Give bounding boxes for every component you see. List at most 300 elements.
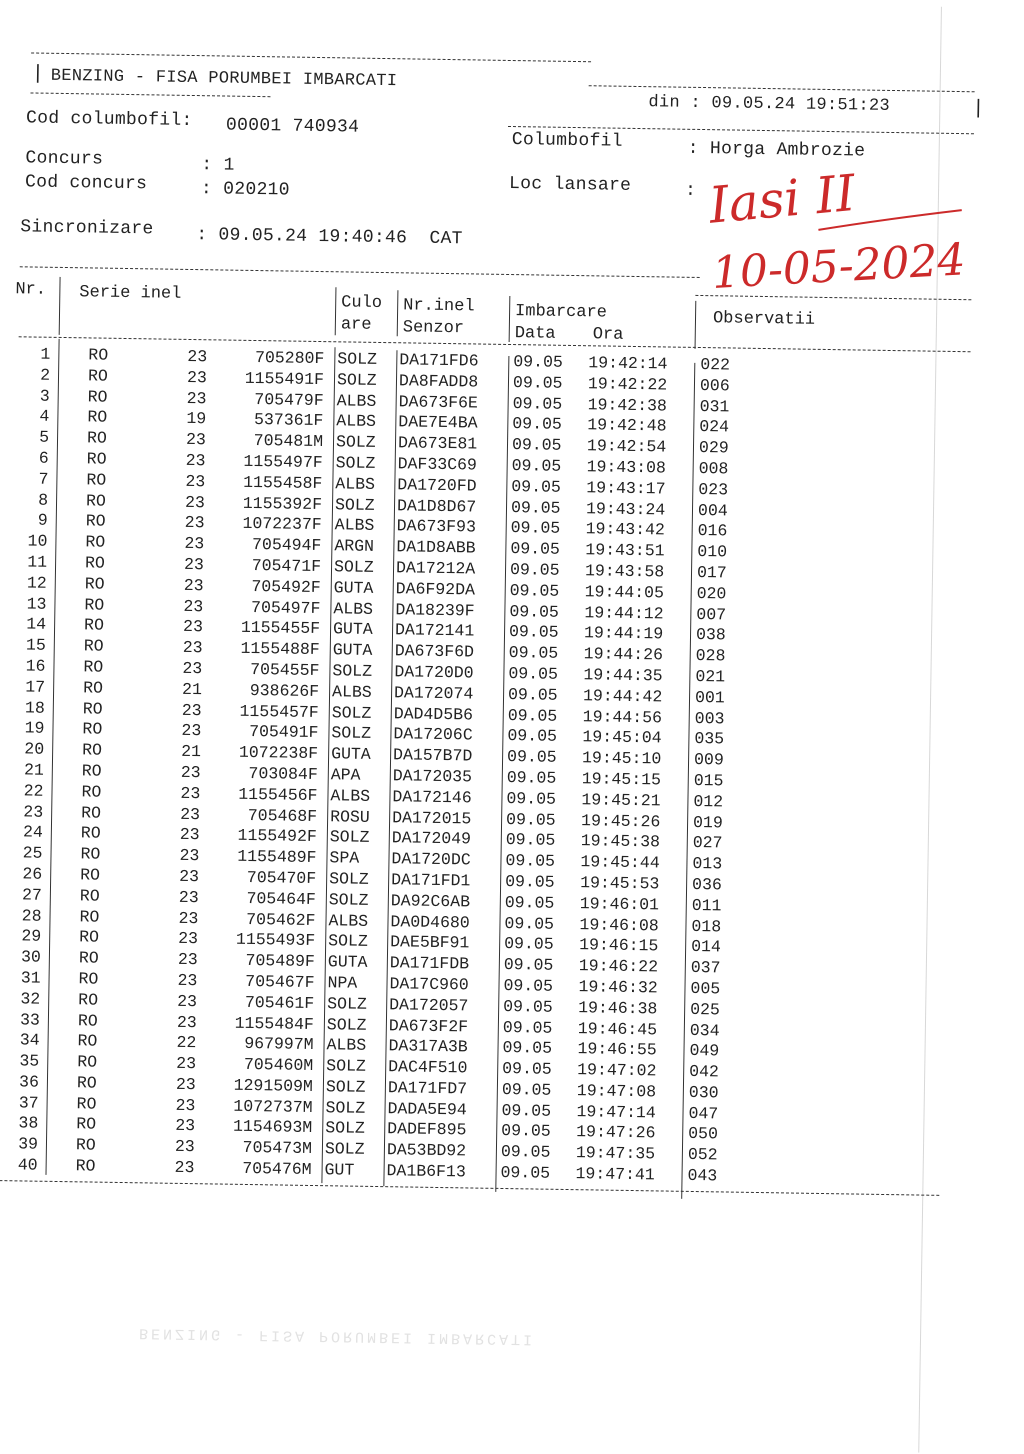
cell-ring: 705476M [242, 1158, 312, 1180]
cell-nr: 37 [18, 1093, 39, 1113]
cell-nr: 39 [18, 1134, 39, 1154]
cell-time: 19:45:04 [582, 727, 662, 748]
cell-date: 09.05 [509, 560, 560, 580]
cell-sensor: DA317A3B [388, 1036, 468, 1057]
cell-sensor: DAE5BF91 [390, 932, 470, 953]
cell-color: GUTA [332, 640, 373, 661]
cell-time: 19:46:32 [578, 977, 658, 998]
cell-country: RO [81, 802, 102, 823]
cell-date: 09.05 [508, 643, 559, 663]
cell-ring: 705494F [251, 535, 322, 556]
cell-obs: 005 [690, 978, 721, 999]
cell-date: 09.05 [512, 393, 563, 414]
cell-nr: 38 [18, 1113, 39, 1134]
cell-nr: 29 [21, 926, 42, 947]
cell-nr: 32 [20, 989, 41, 1009]
cell-time: 19:43:58 [584, 561, 665, 582]
cell-color: ALBS [335, 474, 376, 494]
cell-nr: 33 [19, 1009, 41, 1030]
cell-ring: 705455F [249, 659, 320, 681]
cell-country: RO [76, 1073, 97, 1093]
cell-nr: 7 [38, 469, 49, 489]
cell-ring: 705461F [244, 992, 315, 1013]
cell-ring: 1155484F [234, 1013, 315, 1034]
cell-obs: 016 [697, 521, 728, 541]
cell-nr: 14 [26, 614, 47, 635]
cell-time: 19:44:12 [584, 602, 664, 624]
cell-country: RO [82, 698, 103, 719]
cell-time: 19:42:54 [586, 436, 667, 457]
cell-obs: 035 [694, 729, 725, 749]
cell-time: 19:42:48 [587, 415, 667, 436]
col-header-imbarcare: Imbarcare [514, 302, 608, 323]
col-header-nr-inel-2: Senzor [402, 318, 465, 339]
cell-color: GUTA [330, 744, 371, 765]
cell-sensor: DA673F6E [398, 391, 479, 413]
col-sep-senzor [509, 296, 511, 342]
cell-sensor: DA172049 [391, 828, 472, 849]
cell-obs: 003 [694, 708, 725, 728]
cell-year: 23 [185, 450, 206, 471]
sincronizare-label: Sincronizare [20, 217, 154, 240]
header-top-rule-right [589, 85, 975, 92]
cell-color: SOLZ [336, 370, 377, 390]
cell-year: 23 [187, 346, 208, 367]
cell-country: RO [80, 823, 101, 843]
cell-color: SOLZ [334, 494, 375, 515]
handwritten-location: Iasi II [706, 163, 858, 235]
cell-country: RO [79, 886, 100, 906]
cell-color: SOLZ [326, 1014, 367, 1035]
cell-year: 23 [182, 658, 203, 679]
loc-lansare-label: Loc lansare [508, 173, 632, 196]
cell-time: 19:43:08 [586, 457, 667, 478]
cell-color: NPA [327, 973, 358, 993]
col-header-serie-inel: Serie inel [79, 283, 182, 304]
cell-time: 19:47:08 [576, 1081, 657, 1102]
cell-year: 23 [186, 367, 207, 388]
cell-country: RO [75, 1156, 96, 1176]
cell-time: 19:43:51 [585, 540, 665, 561]
cell-time: 19:46:08 [579, 914, 659, 935]
cell-year: 23 [182, 638, 203, 658]
cell-obs: 018 [691, 916, 722, 936]
cell-nr: 3 [39, 386, 50, 406]
cell-country: RO [87, 386, 108, 407]
cell-obs: 038 [695, 625, 726, 645]
cell-year: 23 [175, 1095, 196, 1115]
cell-obs: 034 [689, 1020, 720, 1040]
cell-nr: 24 [22, 822, 44, 843]
cell-date: 09.05 [505, 851, 556, 871]
sincronizare-value: : 09.05.24 19:40:46 CAT [196, 225, 463, 250]
cell-country: RO [84, 553, 106, 573]
cell-time: 19:43:17 [586, 478, 666, 499]
cell-date: 09.05 [508, 622, 559, 643]
cell-time: 19:46:15 [579, 935, 659, 956]
cell-sensor: DA172141 [394, 620, 475, 641]
cell-color: SOLZ [331, 723, 372, 744]
cell-nr: 15 [25, 635, 46, 655]
columbofil-value: : Horga Ambrozie [687, 138, 866, 162]
cell-year: 23 [179, 846, 200, 866]
cell-ring: 705491F [249, 722, 319, 743]
cell-color: SOLZ [328, 889, 369, 910]
cell-year: 23 [185, 430, 207, 450]
cell-color: ALBS [328, 910, 369, 931]
cell-obs: 006 [699, 375, 730, 396]
cell-color: SOLZ [337, 349, 378, 369]
cell-nr: 6 [38, 448, 49, 468]
cell-date: 09.05 [502, 1059, 552, 1079]
cell-color: ALBS [333, 598, 374, 619]
cell-obs: 020 [696, 583, 727, 604]
cell-time: 19:44:26 [583, 644, 664, 665]
cell-ring: 1155457F [239, 701, 319, 722]
cell-ring: 1155492F [237, 826, 317, 847]
cell-country: RO [75, 1135, 96, 1155]
cell-obs: 011 [691, 895, 722, 916]
col-header-culoare-2: are [340, 315, 372, 335]
cell-ring: 705481M [253, 431, 324, 452]
cell-date: 09.05 [511, 476, 562, 497]
cell-nr: 11 [27, 552, 48, 572]
cell-year: 23 [177, 949, 198, 970]
col-header-ora: Ora [592, 325, 624, 345]
cell-obs: 004 [697, 500, 728, 521]
cell-color: ALBS [336, 411, 377, 432]
cell-country: RO [77, 1052, 98, 1072]
cell-nr: 19 [24, 718, 45, 739]
col-header-nr: Nr. [15, 280, 47, 300]
cell-date: 09.05 [510, 497, 561, 518]
cell-country: RO [82, 719, 103, 739]
cell-obs: 023 [698, 479, 729, 500]
cell-nr: 23 [23, 801, 44, 822]
cell-obs: 019 [692, 812, 723, 832]
cell-nr: 27 [21, 885, 43, 905]
concurs-value: : 1 [201, 155, 235, 176]
cell-time: 19:43:24 [585, 498, 666, 520]
cell-sensor: DA17C960 [389, 974, 469, 995]
cell-year: 23 [178, 887, 199, 907]
cell-country: RO [76, 1114, 97, 1135]
cell-ring: 705467F [245, 971, 315, 992]
cell-year: 23 [179, 866, 200, 887]
cell-country: RO [83, 615, 105, 636]
cell-time: 19:47:35 [575, 1143, 656, 1164]
cell-obs: 031 [699, 396, 730, 417]
cell-year: 23 [184, 534, 205, 554]
cell-year: 23 [174, 1137, 195, 1157]
cell-sensor: DA673F2F [388, 1015, 469, 1036]
cell-nr: 22 [23, 781, 44, 801]
col-header-nr-inel-1: Nr.inel [403, 296, 475, 317]
cell-sensor: DA157B7D [392, 745, 473, 766]
cell-color: GUTA [332, 619, 373, 640]
cell-obs: 042 [689, 1062, 720, 1082]
cell-ring: 703084F [248, 763, 318, 784]
cell-obs: 012 [693, 791, 724, 812]
col-sep-imbarcare [695, 301, 697, 349]
cell-ring: 537361F [253, 410, 324, 431]
cell-year: 23 [183, 596, 204, 616]
cell-nr: 26 [22, 864, 43, 884]
table-header-top-rule [20, 266, 700, 278]
cell-sensor: DA172074 [393, 682, 474, 704]
cell-nr: 4 [39, 407, 50, 427]
cell-sensor: DA673F93 [396, 516, 477, 537]
cell-ring: 705473M [242, 1138, 313, 1159]
cell-ring: 1155488F [240, 638, 320, 660]
cell-ring: 1155497F [243, 451, 323, 473]
cell-date: 09.05 [512, 372, 563, 393]
cell-country: RO [76, 1093, 97, 1114]
cell-obs: 027 [692, 833, 723, 853]
cell-country: RO [86, 449, 107, 469]
cell-color: SOLZ [325, 1077, 366, 1097]
cell-sensor: DA172035 [392, 766, 473, 787]
cell-date: 09.05 [503, 955, 554, 975]
cell-sensor: DA1720D0 [394, 662, 474, 683]
cell-obs: 007 [696, 604, 727, 624]
cell-color: SOLZ [326, 1056, 366, 1076]
cell-ring: 705492F [251, 576, 321, 597]
cell-sensor: DA0D4680 [390, 911, 470, 932]
cell-country: RO [86, 470, 107, 490]
cell-date: 09.05 [510, 518, 561, 539]
cell-country: RO [80, 865, 101, 885]
cell-nr: 20 [24, 739, 45, 759]
cell-time: 19:45:38 [580, 831, 661, 852]
cell-date: 09.05 [506, 747, 557, 767]
cell-color: SOLZ [324, 1139, 365, 1160]
cell-time: 19:46:01 [579, 893, 660, 915]
cell-date: 09.05 [511, 456, 562, 476]
cod-concurs-label: Cod concurs [24, 172, 148, 195]
cell-sensor: DAD4D5B6 [393, 703, 474, 725]
cell-color: SOLZ [329, 869, 369, 889]
cell-sensor: DA1720DC [391, 849, 471, 870]
cell-time: 19:47:02 [577, 1060, 657, 1081]
cell-date: 09.05 [501, 1079, 552, 1100]
cell-sensor: DADA5E94 [387, 1098, 467, 1120]
cell-color: SPA [329, 848, 360, 868]
cell-color: APA [330, 765, 361, 785]
cell-date: 09.05 [509, 580, 560, 601]
cell-country: RO [86, 428, 108, 448]
cell-nr: 40 [17, 1155, 38, 1175]
cell-country: RO [78, 948, 99, 968]
cell-color: SOLZ [327, 993, 367, 1014]
cell-obs: 015 [693, 770, 724, 791]
cell-time: 19:45:44 [580, 852, 660, 873]
cell-country: RO [82, 740, 103, 760]
cell-date: 09.05 [508, 663, 559, 684]
cell-year: 23 [180, 804, 201, 824]
cell-sensor: DAE7E4BA [398, 412, 478, 433]
cell-nr: 34 [19, 1030, 40, 1051]
cell-date: 09.05 [503, 975, 554, 996]
cell-nr: 28 [21, 905, 42, 926]
cell-year: 23 [175, 1074, 196, 1095]
cell-color: SOLZ [335, 453, 376, 473]
cell-year: 23 [183, 575, 204, 595]
cell-obs: 052 [687, 1145, 718, 1165]
cell-ring: 967997M [244, 1034, 314, 1055]
cell-sensor: DA1B6F13 [386, 1161, 466, 1182]
cell-country: RO [84, 594, 105, 615]
cell-color: ALBS [336, 390, 377, 411]
cod-columbofil-value: 00001 740934 [225, 115, 360, 138]
cell-obs: 014 [691, 937, 722, 957]
cell-year: 23 [180, 783, 201, 803]
cell-time: 19:47:41 [575, 1164, 655, 1185]
cell-time: 19:45:15 [581, 769, 662, 790]
cell-time: 19:46:38 [578, 997, 658, 1019]
cell-nr: 25 [22, 843, 43, 863]
cell-nr: 2 [39, 365, 51, 385]
cell-ring: 705489F [245, 951, 316, 972]
cell-nr: 31 [20, 968, 41, 988]
cell-date: 09.05 [506, 767, 557, 788]
cell-date: 09.05 [506, 788, 557, 809]
cell-ring: 1155493F [235, 930, 316, 951]
cell-obs: 047 [688, 1103, 719, 1124]
cell-obs: 049 [689, 1041, 720, 1061]
cell-year: 23 [184, 513, 205, 533]
cell-color: SOLZ [329, 827, 370, 848]
cell-obs: 037 [690, 958, 721, 978]
cell-sensor: DA17206C [393, 724, 473, 745]
cell-year: 23 [183, 554, 205, 575]
cell-year: 23 [177, 970, 198, 991]
cell-ring: 705462F [246, 909, 316, 930]
cell-ring: 1155455F [240, 618, 321, 639]
bleed-through-text: BENZING - FISA PORUMBEI IMBARCATI [138, 1324, 536, 1348]
cell-date: 09.05 [503, 996, 553, 1017]
cell-obs: 008 [698, 458, 729, 479]
cell-country: RO [80, 844, 101, 864]
cell-year: 23 [176, 1053, 197, 1074]
cell-country: RO [87, 407, 108, 428]
cell-year: 23 [180, 762, 201, 783]
cell-ring: 705468F [247, 805, 318, 826]
cell-nr: 8 [38, 490, 49, 510]
cell-year: 22 [176, 1033, 197, 1053]
cell-ring: 1072237F [242, 514, 322, 535]
cell-sensor: DA673F6D [394, 641, 475, 662]
cell-obs: 001 [694, 687, 725, 708]
cell-sensor: DA171FD7 [387, 1078, 468, 1099]
cell-nr: 5 [39, 427, 50, 447]
cell-color: SOLZ [328, 931, 368, 952]
cell-obs: 030 [688, 1082, 719, 1103]
cell-time: 19:44:56 [582, 706, 663, 727]
cell-sensor: DA6F92DA [395, 579, 476, 600]
cell-time: 19:46:45 [577, 1018, 658, 1039]
cell-ring: 705479F [254, 389, 324, 410]
cell-ring: 705471F [251, 555, 322, 577]
header-pipe-left: | [31, 62, 45, 86]
cell-date: 09.05 [501, 1121, 551, 1142]
cell-date: 09.05 [513, 352, 563, 372]
cell-country: RO [79, 927, 100, 947]
loc-lansare-colon: : [684, 180, 697, 201]
cell-year: 21 [181, 742, 202, 762]
cell-nr: 10 [27, 531, 48, 551]
cell-date: 09.05 [502, 1038, 553, 1059]
cell-color: SOLZ [325, 1118, 366, 1139]
cell-country: RO [81, 761, 102, 781]
cell-time: 19:43:42 [585, 519, 666, 540]
col-sep-serie [335, 287, 337, 335]
cell-ring: 1072238F [238, 742, 319, 764]
cell-date: 09.05 [512, 414, 562, 435]
cell-ring: 705280F [254, 348, 325, 369]
cell-sensor: DA171FDB [389, 953, 470, 974]
cell-obs: 043 [687, 1165, 718, 1186]
cell-time: 19:42:14 [588, 353, 668, 374]
cell-ring: 1155458F [243, 472, 323, 493]
cell-year: 23 [184, 492, 206, 512]
cell-ring: 1072737M [233, 1096, 313, 1117]
header-top-rule [31, 52, 591, 62]
cell-date: 09.05 [504, 913, 555, 934]
cell-time: 19:42:22 [587, 374, 668, 395]
cell-year: 23 [182, 617, 204, 637]
cell-country: RO [78, 969, 99, 989]
header-mid-rule [30, 92, 270, 97]
cell-year: 23 [178, 908, 199, 928]
cell-sensor: DAC4F510 [388, 1057, 468, 1078]
cell-time: 19:44:35 [583, 665, 663, 686]
header-pipe-right: | [972, 97, 985, 121]
cell-nr: 35 [19, 1051, 40, 1071]
cell-color: GUTA [333, 578, 374, 598]
cell-time: 19:45:53 [579, 873, 660, 894]
cell-country: RO [85, 532, 106, 552]
cell-sensor: DA171FD6 [399, 350, 479, 371]
cell-color: GUTA [327, 952, 368, 972]
cell-time: 19:45:10 [581, 748, 662, 769]
cell-obs: 028 [695, 646, 726, 666]
cell-sensor: DA673E81 [397, 433, 478, 454]
cell-time: 19:42:38 [587, 394, 668, 416]
cell-ring: 705460M [243, 1055, 314, 1076]
cell-country: RO [82, 678, 104, 698]
cell-color: ALBS [330, 785, 371, 806]
handwritten-date: 10-05-2024 [710, 234, 967, 299]
cell-country: RO [84, 574, 105, 594]
cell-sensor: DAF33C69 [397, 454, 478, 475]
cell-ring: 1155489F [237, 846, 317, 868]
cell-ring: 938626F [249, 680, 320, 701]
cell-obs: 036 [691, 874, 722, 895]
cell-nr: 12 [26, 573, 47, 593]
cell-color: SOLZ [333, 557, 374, 577]
cell-sensor: DA17212A [395, 558, 476, 579]
cell-nr: 17 [25, 677, 46, 697]
cell-time: 19:46:55 [577, 1039, 657, 1060]
cell-ring: 705470F [246, 867, 317, 888]
cell-ring: 705497F [250, 597, 321, 618]
cell-obs: 025 [690, 999, 721, 1020]
cell-nr: 13 [26, 594, 47, 614]
cell-sensor: DA172015 [391, 807, 472, 828]
cell-date: 09.05 [510, 539, 561, 559]
cell-sensor: DA1D8ABB [396, 537, 476, 558]
